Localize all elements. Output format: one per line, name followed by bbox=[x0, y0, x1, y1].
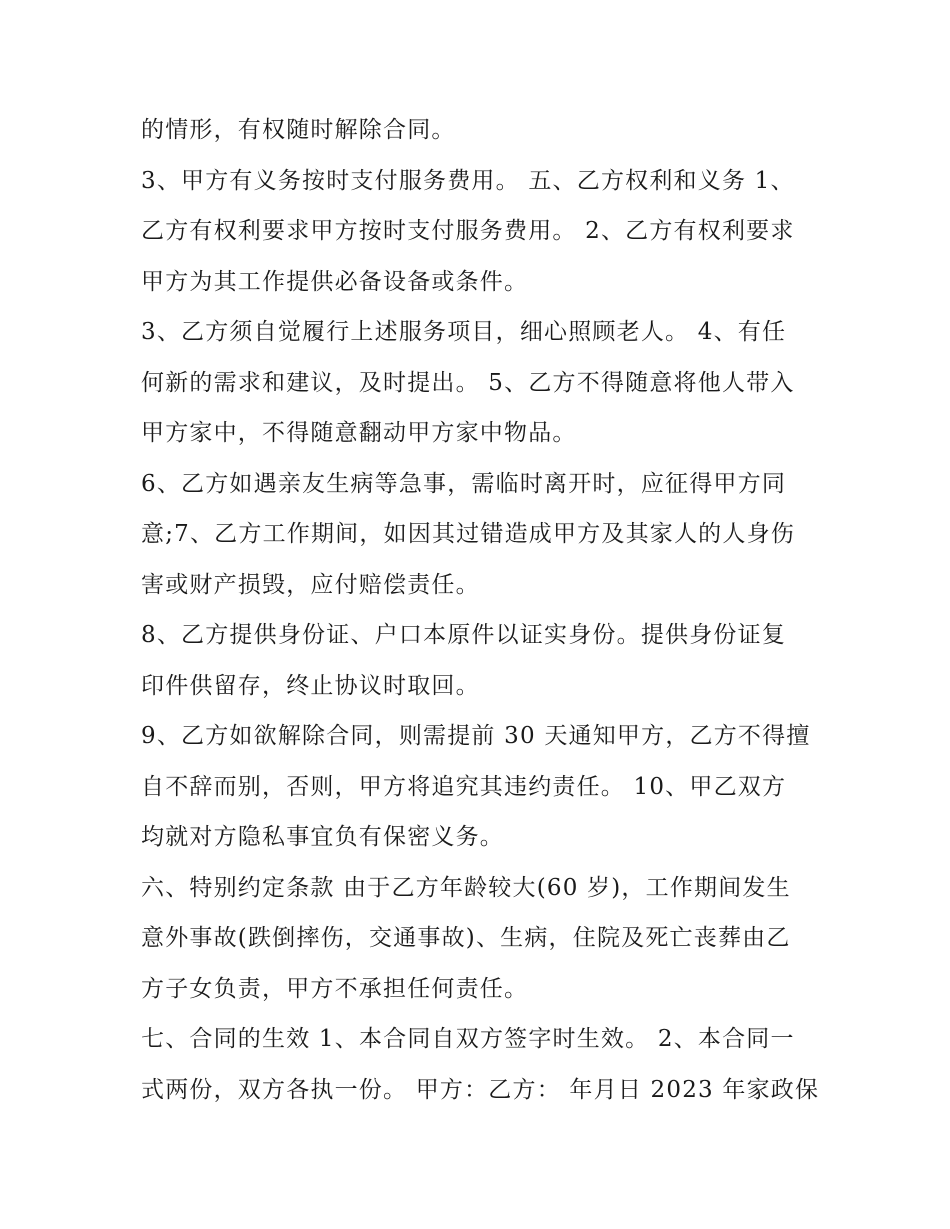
text-line: 甲方为其工作提供必备设备或条件。 bbox=[141, 268, 529, 295]
text-line: 的情形，有权随时解除合同。 bbox=[141, 117, 456, 143]
text-line: 七、合同的生效 1、本合同自双方签字时生效。 2、本合同一 bbox=[141, 1026, 795, 1052]
text-line: 印件供留存，终止协议时取回。 bbox=[141, 672, 480, 699]
text-line: 3、乙方须自觉履行上述服务项目，细心照顾老人。 4、有任 bbox=[141, 319, 787, 345]
text-line: 9、乙方如欲解除合同，则需提前 30 天通知甲方，乙方不得擅 bbox=[141, 723, 811, 749]
text-line: 乙方有权利要求甲方按时支付服务费用。 2、乙方有权利要求 bbox=[141, 218, 795, 244]
text-line: 害或财产损毁，应付赔偿责任。 bbox=[141, 571, 480, 598]
text-line: 六、特别约定条款 由于乙方年龄较大(60 岁)，工作期间发生 bbox=[141, 874, 791, 901]
text-line: 自不辞而别，否则，甲方将追究其违约责任。 10、甲乙双方 bbox=[141, 773, 787, 800]
text-line: 8、乙方提供身份证、户口本原件以证实身份。提供身份证复 bbox=[141, 622, 787, 648]
text-line: 甲方家中，不得随意翻动甲方家中物品。 bbox=[141, 420, 577, 446]
text-line: 均就对方隐私事宜负有保密义务。 bbox=[141, 824, 504, 850]
text-line: 意;7、乙方工作期间，如因其过错造成甲方及其家人的人身伤 bbox=[141, 521, 795, 547]
text-line: 6、乙方如遇亲友生病等急事，需临时离开时，应征得甲方同 bbox=[141, 470, 787, 497]
text-line: 式两份，双方各执一份。 甲方：乙方： 年月日 2023 年家政保 bbox=[141, 1076, 820, 1103]
text-line: 方子女负责，甲方不承担任何责任。 bbox=[141, 975, 529, 1002]
text-line: 3、甲方有义务按时支付服务费用。 五、乙方权利和义务 1、 bbox=[141, 167, 795, 194]
text-line: 何新的需求和建议，及时提出。 5、乙方不得随意将他人带入 bbox=[141, 369, 795, 396]
text-line: 意外事故(跌倒摔伤，交通事故)、生病，住院及死亡丧葬由乙 bbox=[141, 925, 791, 951]
document-body bbox=[141, 105, 820, 1115]
